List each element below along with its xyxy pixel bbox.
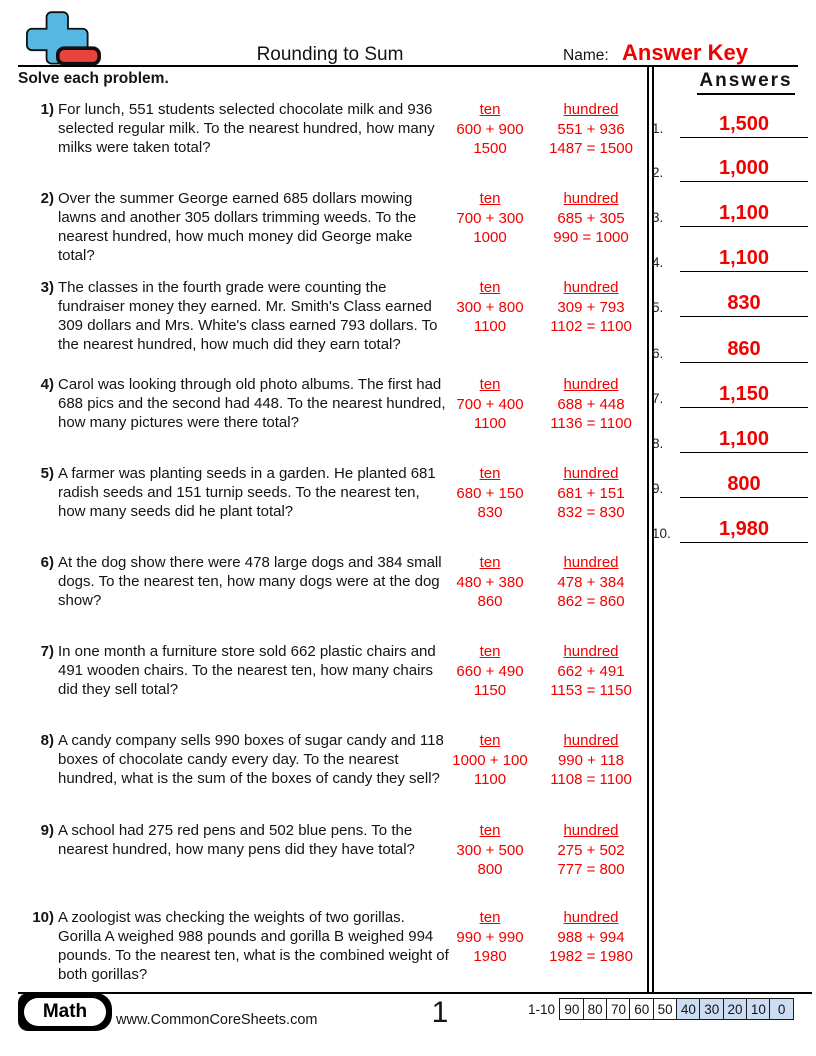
answer-blank-line — [680, 181, 808, 182]
hundred-column-label: hundred — [563, 190, 619, 207]
hundred-result: 1487 = 1500 — [549, 140, 633, 157]
answer-value: 860 — [727, 338, 761, 360]
answer-blank-line — [680, 362, 808, 363]
score-cell: 40 — [676, 998, 701, 1020]
answer-value: 1,100 — [718, 202, 770, 224]
answer-key-label: Answer Key — [622, 40, 748, 65]
problem-text: For lunch, 551 students selected chocolate milk and 936 selected regular milk. To the nearest hundred, how many milks were taken total? — [58, 101, 435, 156]
problem-number: 3) — [40, 279, 54, 296]
ten-column-label: ten — [479, 101, 501, 118]
problem-text: Carol was looking through old photo albums. The first had 688 pics and the second had 448. To the nearest hundred, how many pictures were there total? — [58, 376, 446, 431]
answer-number: 5. — [652, 300, 664, 315]
header-rule — [18, 65, 798, 67]
score-cell: 90 — [559, 998, 584, 1020]
page-number: 1 — [431, 996, 449, 1029]
score-cell: 60 — [629, 998, 654, 1020]
score-cell: 80 — [583, 998, 608, 1020]
hundred-result: 862 = 860 — [557, 593, 625, 610]
score-cell: 50 — [653, 998, 678, 1020]
work-column-hundred — [526, 278, 656, 337]
ten-result: 1100 — [473, 415, 507, 432]
hundred-expression: 478 + 384 — [557, 573, 625, 591]
hundred-expression: 681 + 151 — [557, 484, 625, 502]
ten-expression: 1000 + 100 — [452, 751, 528, 769]
ten-column-label: ten — [479, 279, 501, 296]
problem-text: The classes in the fourth grade were counting the fundraiser money they earned. Mr. Smith's Class earned 309 dollars and Mrs. White's class earned 793 dollars. To the nearest hundred, how much did they earn total? — [58, 279, 438, 353]
problem-number: 1) — [40, 101, 54, 118]
problem-number: 5) — [40, 465, 54, 482]
ten-expression: 300 + 500 — [456, 841, 524, 859]
hundred-column-label: hundred — [563, 822, 619, 839]
problem-text: A candy company sells 990 boxes of sugar candy and 118 boxes of chocolate candy every day. To the nearest hundred, what is the sum of the boxes of candy they sell? — [58, 732, 444, 787]
ten-column-label: ten — [479, 732, 501, 749]
problem-text: A farmer was planting seeds in a garden. He planted 681 radish seeds and 151 turnip seeds. To the nearest ten, how many seeds did he plant total? — [58, 465, 436, 520]
hundred-expression: 662 + 491 — [557, 662, 625, 680]
hundred-result: 990 = 1000 — [553, 229, 629, 246]
ten-result: 1500 — [473, 140, 507, 157]
score-cell: 30 — [699, 998, 724, 1020]
problem-text: At the dog show there were 478 large dogs and 384 small dogs. To the nearest ten, how many dogs were at the dog show? — [58, 554, 442, 609]
answer-blank-line — [680, 137, 808, 138]
work-column-hundred — [526, 553, 656, 612]
hundred-column-label: hundred — [563, 909, 619, 926]
answer-row — [652, 466, 812, 498]
ten-expression: 700 + 400 — [456, 395, 524, 413]
problem-number: 2) — [40, 190, 54, 207]
problem-text: Over the summer George earned 685 dollars mowing lawns and another 305 dollars trimming weeds. To the nearest hundred, how much money did George make total? — [58, 190, 417, 264]
answer-number: 2. — [652, 165, 664, 180]
problem-text: A school had 275 red pens and 502 blue pens. To the nearest hundred, how many pens did they have total? — [58, 822, 415, 858]
answer-row — [652, 421, 812, 453]
math-badge-label: Math — [24, 998, 106, 1026]
answer-value: 1,100 — [718, 428, 770, 450]
work-column-hundred — [526, 464, 656, 523]
answer-row — [652, 106, 812, 138]
hundred-expression: 275 + 502 — [557, 841, 625, 859]
work-column-hundred — [526, 821, 656, 880]
hundred-column-label: hundred — [563, 554, 619, 571]
answer-blank-line — [680, 497, 808, 498]
answer-value: 800 — [727, 473, 761, 495]
hundred-column-label: hundred — [563, 643, 619, 660]
work-column-hundred — [526, 189, 656, 248]
answer-blank-line — [680, 407, 808, 408]
score-cell: 70 — [606, 998, 631, 1020]
hundred-expression: 988 + 994 — [557, 928, 625, 946]
hundred-column-label: hundred — [563, 376, 619, 393]
answer-row — [652, 240, 812, 272]
answer-value: 1,980 — [718, 518, 770, 540]
ten-expression: 680 + 150 — [456, 484, 524, 502]
ten-column-label: ten — [479, 554, 501, 571]
ten-result: 1100 — [473, 318, 507, 335]
ten-column-label: ten — [479, 643, 501, 660]
ten-column-label: ten — [479, 909, 501, 926]
hundred-expression: 309 + 793 — [557, 298, 625, 316]
ten-expression: 700 + 300 — [456, 209, 524, 227]
answer-number: 6. — [652, 346, 664, 361]
ten-result: 1980 — [473, 948, 507, 965]
ten-result: 1150 — [473, 682, 507, 699]
ten-column-label: ten — [479, 465, 501, 482]
answer-value: 1,100 — [718, 247, 770, 269]
score-boxes — [561, 998, 794, 1020]
footer-rule — [18, 992, 812, 994]
ten-result: 830 — [477, 504, 503, 521]
answer-row — [652, 331, 812, 363]
problem-number: 4) — [40, 376, 54, 393]
answer-value: 830 — [727, 292, 761, 314]
hundred-result: 1102 = 1100 — [550, 318, 632, 335]
work-column-hundred — [526, 908, 656, 967]
ten-result: 1100 — [473, 771, 507, 788]
hundred-expression: 551 + 936 — [557, 120, 625, 138]
hundred-column-label: hundred — [563, 732, 619, 749]
work-column-hundred — [526, 642, 656, 701]
ten-expression: 660 + 490 — [456, 662, 524, 680]
math-badge — [18, 993, 112, 1031]
answer-number: 3. — [652, 210, 664, 225]
answer-row — [652, 376, 812, 408]
answer-row — [652, 150, 812, 182]
instructions: Solve each problem. — [18, 70, 169, 87]
answer-blank-line — [680, 226, 808, 227]
problem-number: 7) — [40, 643, 54, 660]
hundred-result: 1108 = 1100 — [550, 771, 632, 788]
work-column-hundred — [526, 375, 656, 434]
page-title: Rounding to Sum — [256, 44, 404, 65]
hundred-column-label: hundred — [563, 279, 619, 296]
hundred-result: 1136 = 1100 — [550, 415, 632, 432]
score-cell: 10 — [746, 998, 771, 1020]
answer-value: 1,150 — [718, 383, 770, 405]
hundred-result: 777 = 800 — [557, 861, 625, 878]
hundred-result: 1153 = 1150 — [550, 682, 632, 699]
ten-expression: 990 + 990 — [456, 928, 524, 946]
answer-number: 9. — [652, 481, 664, 496]
answer-number: 1. — [652, 121, 664, 136]
score-cell: 0 — [769, 998, 794, 1020]
answer-value: 1,000 — [718, 157, 770, 179]
ten-column-label: ten — [479, 376, 501, 393]
hundred-expression: 688 + 448 — [557, 395, 625, 413]
score-cell: 20 — [723, 998, 748, 1020]
answer-row — [652, 195, 812, 227]
ten-result: 800 — [477, 861, 503, 878]
hundred-result: 832 = 830 — [557, 504, 625, 521]
ten-expression: 600 + 900 — [456, 120, 524, 138]
answer-blank-line — [680, 316, 808, 317]
hundred-expression: 685 + 305 — [557, 209, 625, 227]
answer-number: 8. — [652, 436, 664, 451]
ten-result: 1000 — [473, 229, 507, 246]
problem-text: In one month a furniture store sold 662 plastic chairs and 491 wooden chairs. To the nearest ten, how many chairs did they sell total? — [58, 643, 436, 698]
ten-expression: 480 + 380 — [456, 573, 524, 591]
ten-column-label: ten — [479, 190, 501, 207]
hundred-result: 1982 = 1980 — [549, 948, 633, 965]
answer-row — [652, 285, 812, 317]
hundred-column-label: hundred — [563, 465, 619, 482]
ten-column-label: ten — [479, 822, 501, 839]
problem-text: A zoologist was checking the weights of two gorillas. Gorilla A weighed 988 pounds and gorilla B weighed 994 pounds. To the nearest ten, what is the combined weight of both gorillas? — [58, 909, 449, 983]
score-strip — [528, 998, 794, 1020]
score-range-label: 1-10 — [528, 1001, 556, 1017]
work-column-hundred — [526, 731, 656, 790]
ten-result: 860 — [477, 593, 503, 610]
problem-number: 9) — [40, 822, 54, 839]
problem-number: 6) — [40, 554, 54, 571]
work-column-hundred — [526, 100, 656, 159]
name-label: Name: — [563, 47, 609, 64]
website-url: www.CommonCoreSheets.com — [116, 1012, 318, 1028]
answer-number: 7. — [652, 391, 664, 406]
answer-number: 10. — [652, 526, 671, 541]
answer-blank-line — [680, 271, 808, 272]
answer-number: 4. — [652, 255, 664, 270]
answer-value: 1,500 — [718, 113, 770, 135]
answer-row — [652, 511, 812, 543]
answer-blank-line — [680, 542, 808, 543]
hundred-expression: 990 + 118 — [557, 751, 625, 769]
answer-blank-line — [680, 452, 808, 453]
ten-expression: 300 + 800 — [456, 298, 524, 316]
problem-number: 8) — [40, 732, 54, 749]
answers-title: Answers — [680, 70, 812, 95]
problem-number: 10) — [32, 909, 54, 926]
hundred-column-label: hundred — [563, 101, 619, 118]
